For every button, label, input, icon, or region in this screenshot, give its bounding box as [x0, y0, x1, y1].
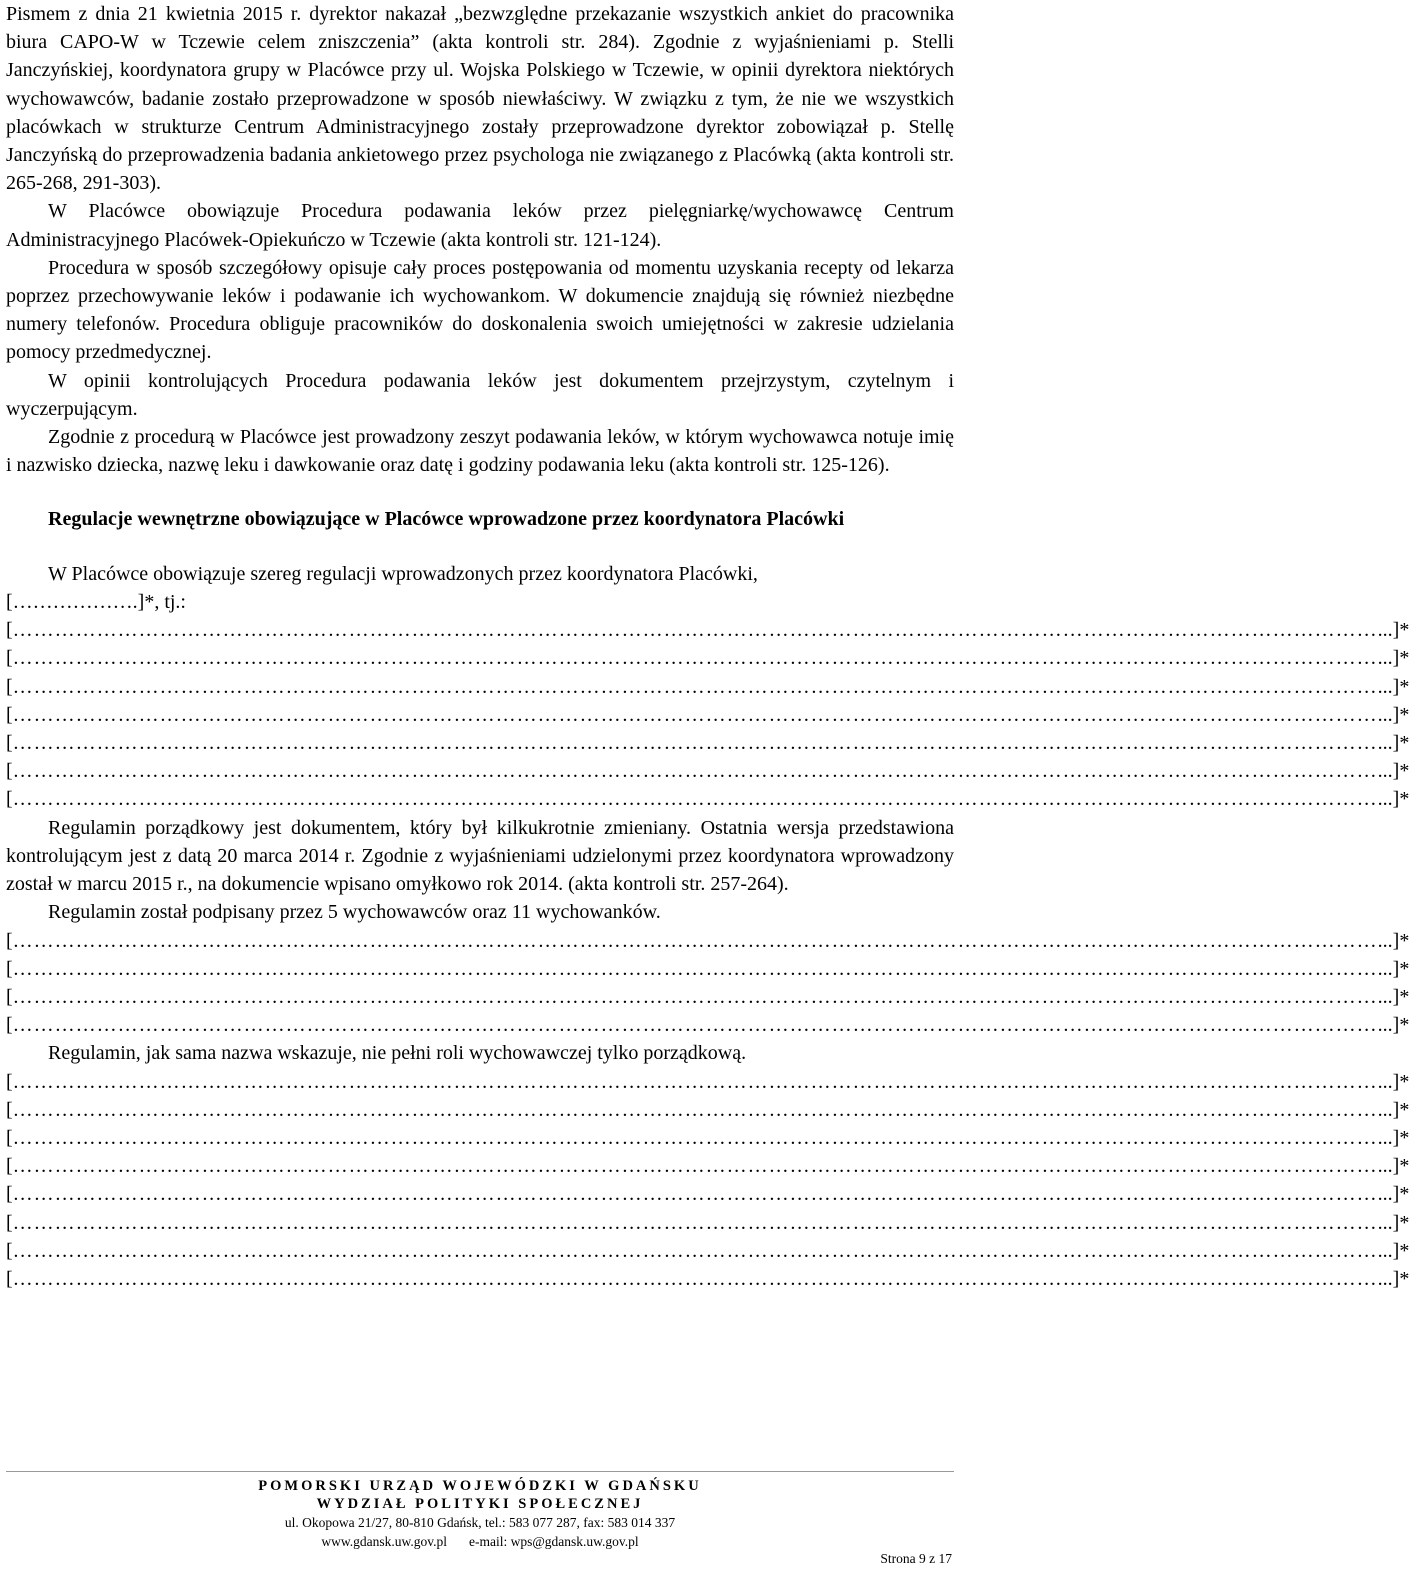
- redaction-close: ...]*: [1377, 1239, 1409, 1262]
- redacted-line: [6, 757, 1409, 785]
- redaction-open: [: [6, 788, 13, 811]
- paragraph-zeszyt: Zgodnie z procedurą w Placówce jest prowadzony zeszyt podawania leków, w którym wychowawca notuje imię i nazwisko dziecka, nazwę leku i dawkowanie oraz datę i godziny podawania leku (akta kontroli str. 125-126).: [6, 426, 954, 477]
- footer-divider: [6, 1471, 954, 1472]
- redaction-close: ...]*: [1377, 1155, 1409, 1178]
- redaction-close: ...]*: [1377, 1070, 1409, 1093]
- paragraph-procedura-details: Procedura w sposób szczegółowy opisuje cały proces postępowania od momentu uzyskania recepty od lekarza poprzez przechowywanie leków i podawanie ich wychowankom. W dokumencie znajdują się również niezbędne numery telefonów. Procedura obliguje pracowników do doskonalenia swoich umiejętności w zakresie udzielania pomocy przedmedycznej.: [6, 256, 954, 364]
- footer-website[interactable]: www.gdansk.uw.gov.pl: [321, 1534, 447, 1549]
- redaction-close: ...]*: [1377, 1014, 1409, 1037]
- redaction-open: [: [6, 732, 13, 755]
- redacted-line: [6, 1068, 1409, 1096]
- redaction-open: [: [6, 760, 13, 783]
- paragraph-opinia: W opinii kontrolujących Procedura podawania leków jest dokumentem przejrzystym, czytelnym i wyczerpującym.: [6, 369, 954, 420]
- redaction-close: ...]*: [1377, 619, 1409, 642]
- redaction-dots: ……………………………………………………………………………………………………………………………………………………………………………: [12, 1098, 1378, 1121]
- redaction-dots: ……………………………………………………………………………………………………………………………………………………………………………: [12, 1155, 1378, 1178]
- redaction-dots: ……………………………………………………………………………………………………………………………………………………………………………: [12, 647, 1378, 670]
- redaction-dots: ……………………………………………………………………………………………………………………………………………………………………………: [12, 788, 1378, 811]
- redaction-dots: ……………………………………………………………………………………………………………………………………………………………………………: [12, 1014, 1378, 1037]
- redacted-line: [6, 1096, 1409, 1124]
- redaction-open: [: [6, 1183, 13, 1206]
- redaction-close: ...]*: [1377, 1211, 1409, 1234]
- redaction-close: ...]*: [1377, 929, 1409, 952]
- redaction-open: [: [6, 985, 13, 1008]
- document-page: [6, 0, 1409, 1293]
- redaction-dots: ……………………………………………………………………………………………………………………………………………………………………………: [12, 760, 1378, 783]
- redaction-dots: ……………………………………………………………………………………………………………………………………………………………………………: [12, 732, 1378, 755]
- paragraph-regulamin-porzadkowy: Regulamin porządkowy jest dokumentem, który był kilkukrotnie zmieniany. Ostatnia wersja przedstawiona kontrolującym jest z datą 20 marca 2014 r. Zgodnie z wyjaśnieniami udzielonymi przez koordynatora wprowadzony został w marcu 2015 r., na dokumencie wpisano omyłkowo rok 2014. (akta kontroli str. 257-264).: [6, 816, 954, 896]
- redaction-open: [: [6, 1155, 13, 1178]
- redaction-close: ...]*: [1377, 788, 1409, 811]
- redacted-line: [6, 616, 1409, 644]
- redacted-line: [6, 701, 1409, 729]
- redaction-close: ...]*: [1377, 1098, 1409, 1121]
- footer-department: WYDZIAŁ POLITYKI SPOŁECZNEJ: [316, 1496, 644, 1512]
- redaction-close: ...]*: [1377, 957, 1409, 980]
- redaction-open: [: [6, 1267, 13, 1290]
- redaction-open: [: [6, 619, 13, 642]
- footer-contact: [0, 1534, 960, 1550]
- redacted-line: [6, 644, 1409, 672]
- redaction-close: ...]*: [1377, 1267, 1409, 1290]
- redaction-open: [: [6, 675, 13, 698]
- redaction-open: [: [6, 1098, 13, 1121]
- footer-email[interactable]: e-mail: wps@gdansk.uw.gov.pl: [468, 1534, 639, 1549]
- redaction-open: [: [6, 1126, 13, 1149]
- redacted-list-2: [6, 927, 1409, 1040]
- redaction-close: ...]*: [1377, 1126, 1409, 1149]
- redaction-open: [: [6, 647, 13, 670]
- redaction-dots: ……………………………………………………………………………………………………………………………………………………………………………: [12, 1239, 1378, 1262]
- page-number: Strona 9 z 17: [880, 1551, 952, 1566]
- redaction-close: ...]*: [1377, 985, 1409, 1008]
- redacted-line: [6, 1124, 1409, 1152]
- redaction-close: ...]*: [1377, 703, 1409, 726]
- redaction-close: ...]*: [1377, 1183, 1409, 1206]
- redacted-line: [6, 1180, 1409, 1208]
- redaction-open: [: [6, 929, 13, 952]
- redacted-line: [6, 673, 1409, 701]
- redaction-open: [: [6, 1211, 13, 1234]
- redaction-close: ...]*: [1377, 647, 1409, 670]
- redacted-line: [6, 785, 1409, 813]
- redaction-dots: ……………………………………………………………………………………………………………………………………………………………………………: [12, 1070, 1378, 1093]
- redacted-list-1: [6, 616, 1409, 813]
- redaction-open: [: [6, 703, 13, 726]
- redacted-line: [6, 1237, 1409, 1265]
- redacted-line: [6, 955, 1409, 983]
- redaction-close: ...]*: [1377, 760, 1409, 783]
- redaction-dots: ……………………………………………………………………………………………………………………………………………………………………………: [12, 985, 1378, 1008]
- redaction-dots: ……………………………………………………………………………………………………………………………………………………………………………: [12, 619, 1378, 642]
- paragraph-regulacje-intro: W Placówce obowiązuje szereg regulacji wprowadzonych przez koordynatora Placówki,: [48, 562, 758, 585]
- redaction-dots: ……………………………………………………………………………………………………………………………………………………………………………: [12, 1267, 1378, 1290]
- redacted-line: [6, 927, 1409, 955]
- redaction-close: ...]*: [1377, 675, 1409, 698]
- paragraph-procedura-intro: W Placówce obowiązuje Procedura podawania leków przez pielęgniarkę/wychowawcę Centrum Administracyjnego Placówek-Opiekuńczo w Tczewie (akta kontroli str. 121-124).: [6, 200, 954, 251]
- redaction-dots: ……………………………………………………………………………………………………………………………………………………………………………: [12, 1183, 1378, 1206]
- paragraph-regulamin-rola: Regulamin, jak sama nazwa wskazuje, nie pełni roli wychowawczej tylko porządkową.: [48, 1042, 747, 1065]
- redaction-dots: ……………………………………………………………………………………………………………………………………………………………………………: [12, 675, 1378, 698]
- redaction-dots: ……………………………………………………………………………………………………………………………………………………………………………: [12, 1126, 1378, 1149]
- redaction-open: [: [6, 957, 13, 980]
- redacted-line: [6, 1209, 1409, 1237]
- redaction-open: [: [6, 1070, 13, 1093]
- redaction-open: [: [6, 1014, 13, 1037]
- redaction-dots: ……………………………………………………………………………………………………………………………………………………………………………: [12, 1211, 1378, 1234]
- redaction-dots: ……………………………………………………………………………………………………………………………………………………………………………: [12, 703, 1378, 726]
- redacted-intro-tail: [……………….]*, tj.:: [6, 591, 186, 614]
- redacted-list-3: [6, 1068, 1409, 1294]
- redacted-line: [6, 1152, 1409, 1180]
- redaction-dots: ……………………………………………………………………………………………………………………………………………………………………………: [12, 929, 1378, 952]
- paragraph-regulamin-podpisy: Regulamin został podpisany przez 5 wychowawców oraz 11 wychowanków.: [48, 901, 661, 924]
- redaction-close: ...]*: [1377, 732, 1409, 755]
- section-heading: Regulacje wewnętrzne obowiązujące w Placówce wprowadzone przez koordynatora Placówki: [48, 508, 845, 531]
- footer-address: ul. Okopowa 21/27, 80-810 Gdańsk, tel.: 583 077 287, fax: 583 014 337: [284, 1515, 676, 1530]
- footer-org-name: POMORSKI URZĄD WOJEWÓDZKI W GDAŃSKU: [258, 1478, 702, 1494]
- redaction-open: [: [6, 1239, 13, 1262]
- redacted-line: [6, 1265, 1409, 1293]
- paragraph-ankiety: Pismem z dnia 21 kwietnia 2015 r. dyrektor nakazał „bezwzględne przekazanie wszystkich ankiet do pracownika biura CAPO-W w Tczewie celem zniszczenia” (akta kontroli str. 284). Zgodnie z wyjaśnieniami p. Stelli Janczyńskiej, koordynatora grupy w Placówce przy ul. Wojska Polskiego w Tczewie, w opinii dyrektora niektórych wychowawców, badanie zostało przeprowadzone w sposób niewłaściwy. W związku z tym, że nie we wszystkich placówkach w strukturze Centrum Administracyjnego zostały przeprowadzone dyrektor zobowiązał p. Stellę Janczyńską do przeprowadzenia badania ankietowego przez psychologa nie związanego z Placówką (akta kontroli str. 265-268, 291-303).: [6, 3, 954, 195]
- redacted-line: [6, 983, 1409, 1011]
- redacted-line: [6, 1011, 1409, 1039]
- redaction-dots: ……………………………………………………………………………………………………………………………………………………………………………: [12, 957, 1378, 980]
- redacted-line: [6, 729, 1409, 757]
